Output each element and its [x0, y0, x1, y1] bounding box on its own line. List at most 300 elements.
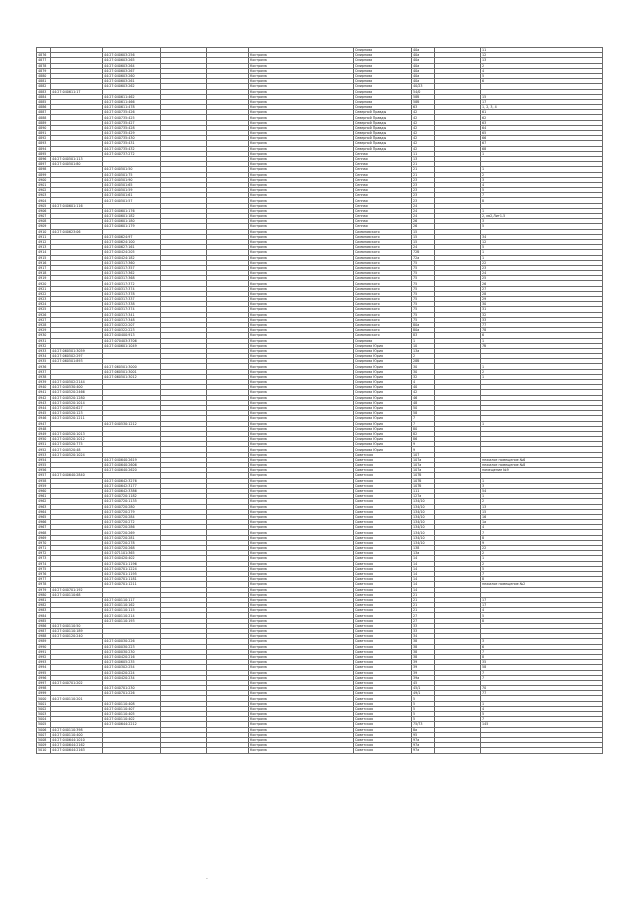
house: 23	[412, 193, 435, 198]
city: Кострома	[249, 494, 354, 499]
row-number: 4898	[37, 167, 51, 172]
street: Советская	[354, 608, 412, 613]
house: 13а	[412, 551, 435, 556]
house: 134/10	[412, 504, 435, 509]
street: Симановского	[354, 297, 412, 302]
parcel-number: 44:27:040601:116	[51, 203, 103, 208]
house: 134/10	[412, 540, 435, 545]
parcel-number: 44:27:040110:400	[51, 732, 103, 737]
house: 107б	[412, 483, 435, 488]
object-number: 44:27:040720:281	[103, 535, 161, 540]
street: Сенная	[354, 162, 412, 167]
object-number: 44:27:040611:462	[103, 94, 161, 99]
house: 1	[412, 338, 435, 343]
parcel-number: 44:27:040520:123	[51, 411, 103, 416]
city: Кострома	[249, 732, 354, 737]
street: Советская	[354, 483, 412, 488]
table-row	[37, 748, 603, 753]
house: 42	[412, 141, 435, 146]
street: Северной Правды	[354, 125, 412, 130]
street: Советская	[354, 722, 412, 727]
city: Кострома	[249, 411, 354, 416]
object-number: 44:27:040302:254	[103, 665, 161, 670]
street: Советская	[354, 561, 412, 566]
street: Смирнова	[354, 338, 412, 343]
apartment: 5	[481, 245, 603, 250]
city: Кострома	[249, 151, 354, 156]
row-number: 4943	[37, 400, 51, 405]
apartment: 5	[481, 613, 603, 618]
house: 80а	[412, 328, 435, 333]
street: Сенная	[354, 177, 412, 182]
apartment: 2	[481, 172, 603, 177]
row-number: 4994	[37, 665, 51, 670]
city: Кострома	[249, 198, 354, 203]
house: 83	[412, 333, 435, 338]
parcel-number: 44:27:040644:2163	[51, 748, 103, 753]
street: Смирнова Юрия	[354, 343, 412, 348]
row-number: 4962	[37, 499, 51, 504]
house: 5	[412, 706, 435, 711]
row-number: 4942	[37, 395, 51, 400]
house: 2	[412, 354, 435, 359]
apartment: 15	[481, 509, 603, 514]
row-number: 4921	[37, 286, 51, 291]
city: Кострома	[249, 623, 354, 628]
city: Кострома	[249, 587, 354, 592]
street: Северной Правды	[354, 110, 412, 115]
city: Кострома	[249, 322, 354, 327]
object-number: 44:27:040110:117	[103, 597, 161, 602]
object-number: 44:27:040603:256	[103, 53, 161, 58]
object-number: 44:27:040720:1182	[103, 494, 161, 499]
street: Советская	[354, 509, 412, 514]
row-number: 5006	[37, 727, 51, 732]
apartment: 66	[481, 136, 603, 141]
city: Кострома	[249, 229, 354, 234]
city: Кострома	[249, 89, 354, 94]
apartment: 7	[481, 193, 603, 198]
house: 86	[412, 437, 435, 442]
street: Советская	[354, 691, 412, 696]
row-number: 4941	[37, 390, 51, 395]
house: 75	[412, 312, 435, 317]
object-number: 44:27:040424:205	[103, 250, 161, 255]
street: Смирнова Юрия	[354, 416, 412, 421]
city: Кострома	[249, 99, 354, 104]
parcel-number: 44:27:040520:1280	[51, 395, 103, 400]
apartment: 65	[481, 131, 603, 136]
city: Кострома	[249, 618, 354, 623]
city: Кострома	[249, 79, 354, 84]
city: Кострома	[249, 348, 354, 353]
house: 75	[412, 260, 435, 265]
apartment: нежилое помещение №8	[481, 463, 603, 468]
house: 134/10	[412, 530, 435, 535]
city: Кострома	[249, 473, 354, 478]
row-number: 4938	[37, 374, 51, 379]
object-number: 44:27:040400:913	[103, 333, 161, 338]
object-number: 44:27:040501:50	[103, 167, 161, 172]
row-number: 4984	[37, 613, 51, 618]
house: 58	[412, 411, 435, 416]
object-number: 44:27:040322:223	[103, 328, 161, 333]
row-number: 4923	[37, 297, 51, 302]
row-number: 4964	[37, 509, 51, 514]
row-number: 4904	[37, 198, 51, 203]
street: Советская	[354, 732, 412, 737]
row-number: 4924	[37, 302, 51, 307]
apartment: 7	[481, 571, 603, 576]
apartment: 25	[481, 276, 603, 281]
apartment: 145	[481, 722, 603, 727]
street: Советская	[354, 587, 412, 592]
street: Сенная	[354, 188, 412, 193]
house: 28б	[412, 359, 435, 364]
street: Советская	[354, 675, 412, 680]
street: Советская	[354, 717, 412, 722]
apartment: 8	[481, 577, 603, 582]
street: Смирнова	[354, 53, 412, 58]
city: Кострома	[249, 691, 354, 696]
house: 15	[412, 229, 435, 234]
house: 5	[412, 696, 435, 701]
row-number: 4899	[37, 172, 51, 177]
apartment: 34	[481, 234, 603, 239]
house: 4	[412, 380, 435, 385]
street: Сенная	[354, 214, 412, 219]
house: 40а	[412, 73, 435, 78]
apartment: 6	[481, 644, 603, 649]
object-number: 44:27:040605:235	[103, 660, 161, 665]
street: Смирнова Юрия	[354, 348, 412, 353]
street: Советская	[354, 504, 412, 509]
street: Советская	[354, 551, 412, 556]
apartment: 5	[481, 224, 603, 229]
apartment: 23	[481, 265, 603, 270]
row-number: 4946	[37, 416, 51, 421]
city: Кострома	[249, 141, 354, 146]
house: 48	[412, 400, 435, 405]
city: Кострома	[249, 281, 354, 286]
apartment: 3	[481, 483, 603, 488]
object-number: 44:27:040603:261	[103, 79, 161, 84]
house: 24	[412, 203, 435, 208]
city: Кострома	[249, 94, 354, 99]
house: 75	[412, 317, 435, 322]
street: Смирнова	[354, 79, 412, 84]
city: Кострома	[249, 125, 354, 130]
object-number: 44:27:040701:1195	[103, 571, 161, 576]
row-number: 4978	[37, 582, 51, 587]
street: Смирнова Юрия	[354, 400, 412, 405]
apartment: 3	[481, 219, 603, 224]
house: 32	[412, 374, 435, 379]
house: 72б	[412, 250, 435, 255]
city: Кострома	[249, 245, 354, 250]
object-number: 44:27:040720:269	[103, 530, 161, 535]
city: Кострома	[249, 234, 354, 239]
apartment	[481, 748, 603, 753]
apartment: 15	[481, 94, 603, 99]
street: Советская	[354, 478, 412, 483]
cell-blank-a	[161, 748, 207, 753]
house: 42	[412, 131, 435, 136]
house: 75	[412, 291, 435, 296]
apartment: 62	[481, 115, 603, 120]
row-number: 4950	[37, 437, 51, 442]
house: 21	[412, 608, 435, 613]
row-number: 4886	[37, 105, 51, 110]
apartment: 1	[481, 338, 603, 343]
apartment: 7	[481, 675, 603, 680]
row-number: 4973	[37, 556, 51, 561]
street: Советская	[354, 463, 412, 468]
street: Смирнова Юрия	[354, 442, 412, 447]
row-number: 4952	[37, 447, 51, 452]
city: Кострома	[249, 307, 354, 312]
object-number: 44:27:040720:286	[103, 525, 161, 530]
object-number: 44:27:040110:402	[103, 717, 161, 722]
city: Кострома	[249, 696, 354, 701]
object-number: 44:27:040110:405	[103, 712, 161, 717]
house: 38	[412, 639, 435, 644]
city: Кострома	[249, 608, 354, 613]
object-number: 44:27:040317:338	[103, 302, 161, 307]
row-number: 4999	[37, 691, 51, 696]
house: 39	[412, 665, 435, 670]
row-number: 4919	[37, 276, 51, 281]
street: Смирнова Юрия	[354, 364, 412, 369]
city: Кострома	[249, 478, 354, 483]
city: Кострома	[249, 395, 354, 400]
registry-table-body	[37, 48, 603, 754]
street: Советская	[354, 706, 412, 711]
city: Кострома	[249, 639, 354, 644]
street: Сенная	[354, 182, 412, 187]
city: Кострома	[249, 400, 354, 405]
row-number: 4915	[37, 255, 51, 260]
street: Советская	[354, 644, 412, 649]
row-number: 4897	[37, 162, 51, 167]
row-number: 4911	[37, 234, 51, 239]
apartment: 2	[481, 561, 603, 566]
house: 14	[412, 571, 435, 576]
house: 107б	[412, 473, 435, 478]
house: 7	[412, 416, 435, 421]
row-number: 4891	[37, 131, 51, 136]
street: Сенная	[354, 151, 412, 156]
street: Советская	[354, 634, 412, 639]
row-number: 4918	[37, 271, 51, 276]
street: Смирнова	[354, 58, 412, 63]
city: Кострома	[249, 582, 354, 587]
row-number: 4908	[37, 219, 51, 224]
city: Кострома	[249, 748, 354, 753]
house: 45/1	[412, 686, 435, 691]
row-number: 4885	[37, 99, 51, 104]
city: Кострома	[249, 680, 354, 685]
apartment: 4	[481, 525, 603, 530]
apartment: 1, 2, 3, 4	[481, 105, 603, 110]
apartment: 5	[481, 73, 603, 78]
row-number: 4956	[37, 468, 51, 473]
city: Кострома	[249, 597, 354, 602]
house: 134/10	[412, 525, 435, 530]
street: Смирнова Юрия	[354, 405, 412, 410]
object-number: 44:27:040317:357	[103, 265, 161, 270]
house: 5	[412, 712, 435, 717]
apartment: 6	[481, 79, 603, 84]
city: Кострома	[249, 535, 354, 540]
apartment: 67	[481, 141, 603, 146]
city: Кострома	[249, 416, 354, 421]
row-number: 4961	[37, 494, 51, 499]
city: Кострома	[249, 452, 354, 457]
parcel-number: 44:27:040110:398	[51, 727, 103, 732]
object-number: 44:27:040640:2619	[103, 457, 161, 462]
parcel-number: 44:27:040520:1024	[51, 452, 103, 457]
apartment: 1	[481, 151, 603, 156]
house: 21	[412, 172, 435, 177]
parcel-number: 44:27:040110:68	[51, 592, 103, 597]
object-number: 44:27:040644:2212	[103, 722, 161, 727]
city: Кострома	[249, 514, 354, 519]
object-number: 44:27:040420:224	[103, 670, 161, 675]
parcel-number: 44:27:040110:50	[51, 623, 103, 628]
object-number: 44:27:040420:402	[103, 556, 161, 561]
house: 14	[412, 561, 435, 566]
row-number: 4895	[37, 151, 51, 156]
city: Кострома	[249, 68, 354, 73]
street: Северной Правды	[354, 136, 412, 141]
apartment: 7	[481, 717, 603, 722]
city: Кострома	[249, 660, 354, 665]
street: Советская	[354, 665, 412, 670]
parcel-number: 44:27:040640:2840	[51, 473, 103, 478]
object-number: 44:27:040317:348	[103, 317, 161, 322]
house: 75	[412, 281, 435, 286]
house: 82	[412, 431, 435, 436]
house: 40/23	[412, 84, 435, 89]
registry-table	[36, 47, 603, 754]
row-number: 4959	[37, 483, 51, 488]
city: Кострома	[249, 561, 354, 566]
row-number: 4929	[37, 328, 51, 333]
city: Кострома	[249, 359, 354, 364]
city: Кострома	[249, 603, 354, 608]
object-number: 44:27:040317:341	[103, 312, 161, 317]
city: Кострома	[249, 276, 354, 281]
house: 75	[412, 286, 435, 291]
row-number: 4909	[37, 224, 51, 229]
apartment: 54	[481, 488, 603, 493]
house: 27	[412, 613, 435, 618]
row-number: 4965	[37, 514, 51, 519]
city: Кострома	[249, 136, 354, 141]
house: 42	[412, 390, 435, 395]
parcel-number: 44:27:040530:400	[51, 385, 103, 390]
apartment: 11	[481, 48, 603, 53]
city: Кострома	[249, 706, 354, 711]
object-number: 44:27:040030:223	[103, 644, 161, 649]
city: Кострома	[249, 426, 354, 431]
city: Кострома	[249, 556, 354, 561]
city: Кострома	[249, 53, 354, 58]
house: 63	[412, 105, 435, 110]
city: Кострома	[249, 566, 354, 571]
object-number: 44:27:040424:182	[103, 255, 161, 260]
house: 14	[412, 582, 435, 587]
apartment: 4	[481, 182, 603, 187]
row-number: 4890	[37, 125, 51, 130]
row-number: 4988	[37, 634, 51, 639]
street: Симановского	[354, 302, 412, 307]
house: 14	[412, 587, 435, 592]
street: Смирнова Юрия	[354, 369, 412, 374]
street: Смирнова Юрия	[354, 380, 412, 385]
cell-blank-b	[207, 748, 249, 753]
row-number: 4931	[37, 338, 51, 343]
house: 40а	[412, 68, 435, 73]
city: Кострома	[249, 634, 354, 639]
object-number: 44:27:040640:2606	[103, 463, 161, 468]
house: 40а	[412, 48, 435, 53]
row-number: 4960	[37, 488, 51, 493]
street: Советская	[354, 525, 412, 530]
apartment: 2, кв2,Лит1-5	[481, 214, 603, 219]
street: Сенная	[354, 198, 412, 203]
apartment: 5	[481, 566, 603, 571]
row-number: 4922	[37, 291, 51, 296]
city: Кострома	[249, 156, 354, 161]
city: Кострома	[249, 405, 354, 410]
object-number: 44:27:040501:90	[103, 177, 161, 182]
house: 72а	[412, 255, 435, 260]
city: Кострома	[249, 571, 354, 576]
city: Кострома	[249, 701, 354, 706]
apartment: 1	[481, 494, 603, 499]
city: Кострома	[249, 333, 354, 338]
house: 58б	[412, 99, 435, 104]
row-number: 4878	[37, 63, 51, 68]
street: Советская	[354, 494, 412, 499]
street: Советская	[354, 514, 412, 519]
house: 9	[412, 447, 435, 452]
city: Кострома	[249, 546, 354, 551]
city: Кострома	[249, 629, 354, 634]
object-number: 44:27:040110:162	[103, 603, 161, 608]
row-number: 4954	[37, 457, 51, 462]
apartment: 12	[481, 239, 603, 244]
house: 11	[412, 151, 435, 156]
row-number: 4971	[37, 546, 51, 551]
street: Симановского	[354, 229, 412, 234]
street: Советская	[354, 696, 412, 701]
city: Кострома	[249, 255, 354, 260]
street: Смирнова	[354, 94, 412, 99]
row-number: 4879	[37, 68, 51, 73]
row-number: 4917	[37, 265, 51, 270]
object-number: 44:27:040624:100	[103, 239, 161, 244]
street: Смирнова	[354, 89, 412, 94]
object-number: 44:27:040735:432	[103, 146, 161, 151]
apartment: 58	[481, 665, 603, 670]
row-number: 4976	[37, 571, 51, 576]
house: 80а	[412, 322, 435, 327]
row-number: 4884	[37, 94, 51, 99]
house: 23	[412, 198, 435, 203]
